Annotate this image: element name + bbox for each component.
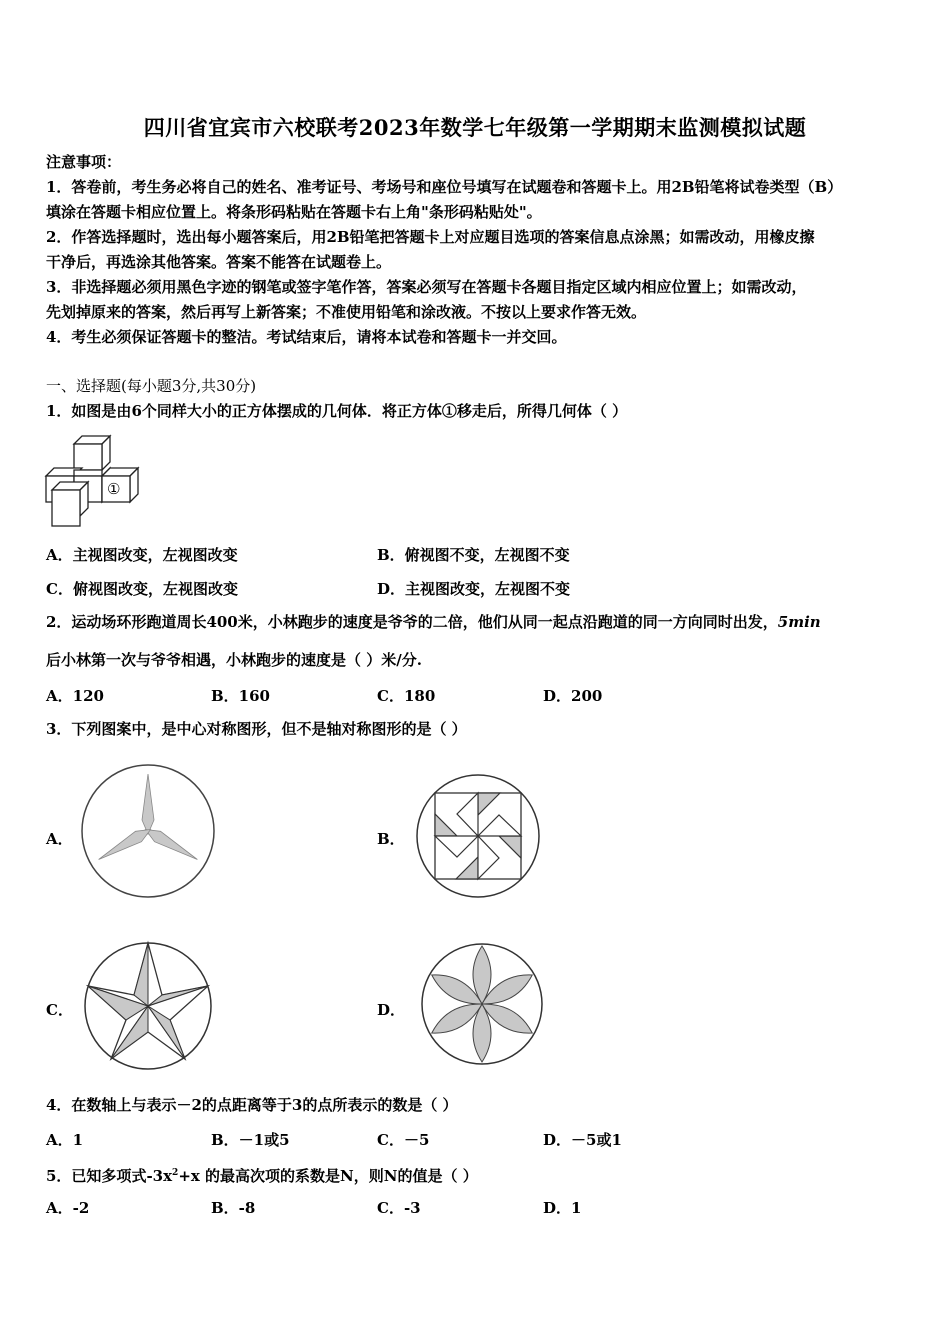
q1-stem: 1．如图是由6个同样大小的正方体摆成的几何体．将正方体①移走后，所得几何体（ ） <box>46 402 628 420</box>
q4-option-a: A．1 <box>46 1131 84 1149</box>
q4-option-b: B．－1或5 <box>211 1131 290 1149</box>
notice-heading: 注意事项： <box>46 153 122 171</box>
q1-cube-figure <box>44 432 154 532</box>
q2-option-d: D．200 <box>543 687 603 705</box>
q4-option-d: D．－5或1 <box>543 1131 622 1149</box>
q3-label-c: C． <box>46 1001 73 1019</box>
q3-figure-b <box>414 772 542 900</box>
q2-stem <box>46 612 821 632</box>
page-title: 四川省宜宾市六校联考2023年数学七年级第一学期期末监测模拟试题 <box>143 115 807 140</box>
q2-option-b: B．160 <box>211 687 270 705</box>
notice-line: 2．作答选择题时，选出每小题答案后，用2B铅笔把答题卡上对应题目选项的答案信息点涂黑；如需改动，用橡皮擦 <box>46 228 815 246</box>
q4-option-c: C．－5 <box>377 1131 430 1149</box>
section-heading: 一、选择题(每小题3分,共30分) <box>46 377 257 395</box>
q3-label-b: B． <box>377 830 405 848</box>
q5-option-a: A．-2 <box>46 1199 90 1217</box>
q5-exponent: 2 <box>172 1168 179 1178</box>
q2-option-c: C．180 <box>377 687 436 705</box>
q2-option-a: A．120 <box>46 687 104 705</box>
q3-figure-a <box>79 762 217 900</box>
q3-stem: 3．下列图案中，是中心对称图形，但不是轴对称图形的是（ ） <box>46 720 467 738</box>
q5-stem <box>46 1163 478 1186</box>
notice-line: 4．考生必须保证答题卡的整洁。考试结束后，请将本试卷和答题卡一并交回。 <box>46 328 567 346</box>
q1-option-a: A．主视图改变，左视图改变 <box>46 546 238 564</box>
notice-line: 填涂在答题卡相应位置上。将条形码粘贴在答题卡右上角"条形码粘贴处"。 <box>46 203 542 221</box>
q2-stem-text: 2．运动场环形跑道周长400米，小林跑步的速度是爷爷的二倍，他们从同一起点沿跑道的同一方向同时出发， <box>46 613 778 631</box>
q1-option-d: D．主视图改变，左视图不变 <box>377 580 571 598</box>
q1-option-c: C．俯视图改变，左视图改变 <box>46 580 238 598</box>
notice-line: 3．非选择题必须用黑色字迹的钢笔或签字笔作答，答案必须写在答题卡各题目指定区域内相应位置上；如需改动， <box>46 278 807 296</box>
q3-figure-c <box>82 940 214 1072</box>
q2-stem-cont: 后小林第一次与爷爷相遇，小林跑步的速度是（ ）米/分. <box>46 651 422 669</box>
notice-line: 先划掉原来的答案，然后再写上新答案；不准使用铅笔和涂改液。不按以上要求作答无效。 <box>46 303 647 321</box>
q3-label-a: A． <box>46 830 73 848</box>
q5-option-b: B．-8 <box>211 1199 256 1217</box>
q2-time: 5min <box>777 613 821 631</box>
notice-line: 干净后，再选涂其他答案。答案不能答在试题卷上。 <box>46 253 392 271</box>
notice-line: 1．答卷前，考生务必将自己的姓名、准考证号、考场号和座位号填写在试题卷和答题卡上。用2B铅笔将试卷类型（B） <box>46 178 843 196</box>
q4-stem: 4．在数轴上与表示－2的点距离等于3的点所表示的数是（ ） <box>46 1096 458 1114</box>
q3-label-d: D． <box>377 1001 406 1019</box>
q5-option-d: D．1 <box>543 1199 582 1217</box>
q5-option-c: C．-3 <box>377 1199 421 1217</box>
q5-stem-prefix: 5．已知多项式-3x <box>46 1167 173 1185</box>
q5-stem-suffix: +x 的最高次项的系数是N，则N的值是（ ） <box>178 1167 478 1185</box>
q3-figure-d <box>420 942 544 1066</box>
q1-figure-label: ① <box>107 480 121 498</box>
q1-option-b: B．俯视图不变，左视图不变 <box>377 546 570 564</box>
